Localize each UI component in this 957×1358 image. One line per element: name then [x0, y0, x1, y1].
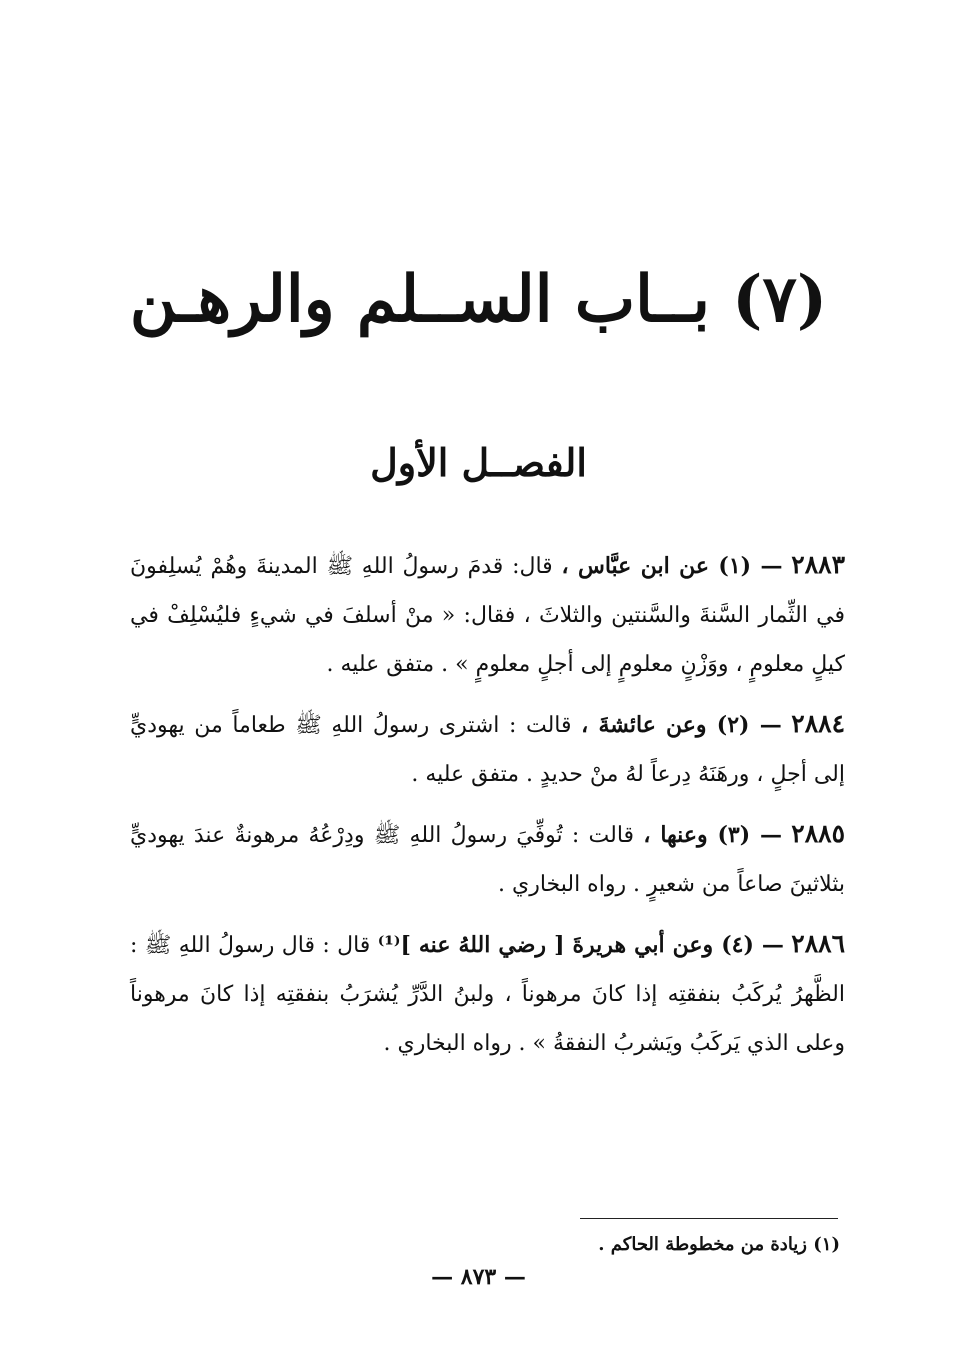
section-title: الفصــل الأول	[370, 440, 587, 485]
hadith-list	[130, 540, 845, 1078]
hadith-text: قالت : تُوفِّيَ رسولُ اللهِ ﷺ ودِرْعُهُ مرهونةٌ عندَ يهوديٍّ بثلاثينَ صاعاً من شعيرٍ . رواه البخاري .	[130, 823, 845, 897]
hadith-narrator: — (٤) وعن أبي هريرةَ [ رضي اللهُ عنه ]⁽¹⁾	[377, 932, 784, 958]
hadith-2885	[130, 809, 845, 909]
hadith-narrator: — (٢) وعن عائشةَ ،	[581, 712, 782, 738]
hadith-2886	[130, 919, 845, 1068]
hadith-narrator: — (١) عن ابن عبَّاس ،	[561, 553, 783, 579]
hadith-number: ٢٨٨٤	[791, 709, 846, 738]
hadith-number: ٢٨٨٥	[791, 819, 846, 848]
hadith-text: قالت : اشترى رسولُ اللهِ ﷺ طعاماً من يهوديٍّ إلى أجلٍ ، ورهَنَهُ دِرعاً لهُ منْ حديدٍ . متفق عليه .	[130, 713, 845, 787]
footnote-divider	[580, 1218, 838, 1219]
hadith-number: ٢٨٨٦	[791, 929, 845, 958]
hadith-2884	[130, 699, 845, 799]
hadith-text: قال : قال رسولُ اللهِ ﷺ : الظَّهرُ يُركَبُ بنفقتِه إذا كانَ مرهوناً ، ولبنُ الدَّرِّ يُشرَبُ بنفقتِه إذا كانَ مرهوناً وعلى الذي يَركَبُ ويَشربُ النفقةُ » . رواه البخاري .	[130, 933, 845, 1056]
hadith-narrator: — (٣) وعنها ،	[643, 822, 783, 848]
chapter-title: (٧) بــاب الســلم والرهـن	[129, 262, 828, 337]
page-number: — ٨٧٣ —	[431, 1264, 526, 1290]
hadith-text: قال: قدمَ رسولُ اللهِ ﷺ المدينةَ وهُمْ يُسلِفونَ في الثِّمار السَّنةَ والسَّنتين والثلاثَ ، فقال: « منْ أسلفَ في شيءٍ فليُسْلِفْ في كيلٍ معلومٍ ، ووَزْنٍ معلومٍ إلى أجلٍ معلومٍ » . متفق عليه .	[130, 554, 845, 677]
hadith-number: ٢٨٨٣	[791, 550, 845, 579]
footnote: (١) زيادة من مخطوطة الحاكم .	[598, 1234, 840, 1255]
hadith-2883	[130, 540, 845, 689]
